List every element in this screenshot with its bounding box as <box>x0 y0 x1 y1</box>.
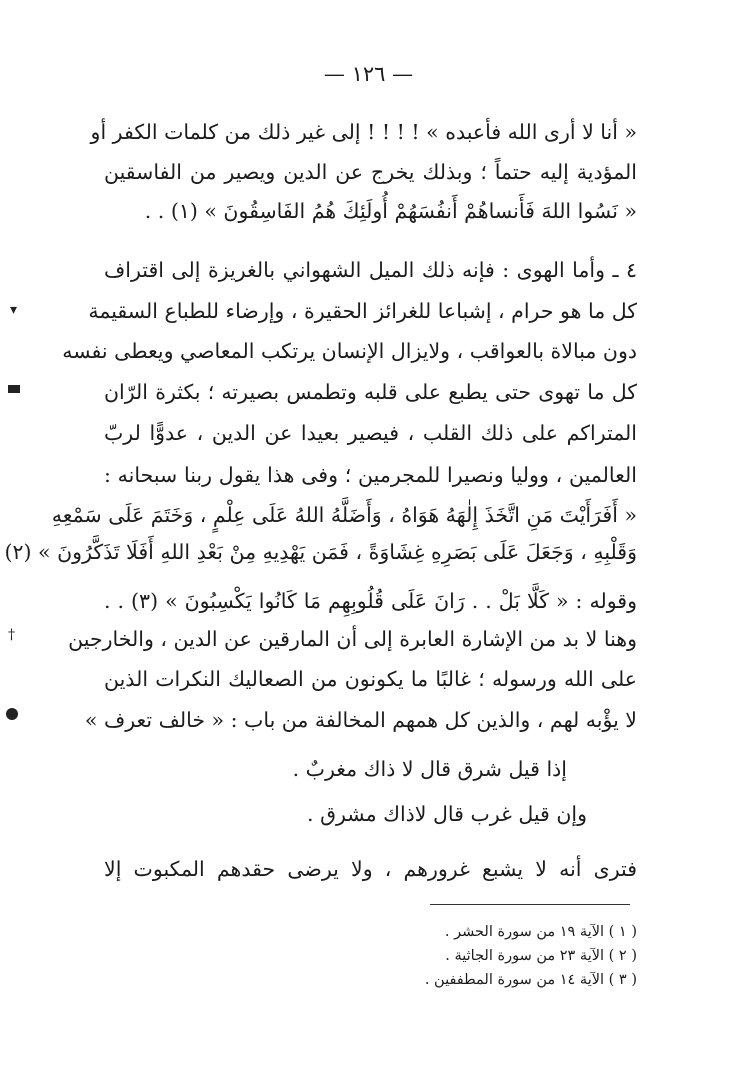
text-line-1: « أنا لا أرى الله فأعبده » ! ! ! ! إلى غير ذلك من كلمات الكفر أو <box>90 120 637 144</box>
margin-mark-3: † <box>8 627 15 643</box>
text-line-8: المتراكم على ذلك القلب ، فيصير بعيدا عن الدين ، عدوًّا لربّ <box>104 421 637 445</box>
quran-line-2: وَقَلْبِهِ ، وَجَعَلَ عَلَى بَصَرِهِ غِشَاوَةً ، فَمَن يَهْدِيهِ مِنْ بَعْدِ اللهِ أَفَلَا تَذَكَّرُونَ » (٢) <box>4 540 637 564</box>
text-line-15: لا يؤْبه لهم ، والذين كل همهم المخالفة من باب : « خالف تعرف » <box>84 708 637 732</box>
text-line-last: فترى أنه لا يشبع غرورهم ، ولا يرضى حقدهم المكبوت إلا <box>104 857 637 881</box>
text-line-7: كل ما تهوى حتى يطبع على قلبه وتطمس بصيرته ؛ بكثرة الرّان <box>104 380 637 404</box>
margin-mark-2 <box>8 385 20 393</box>
page-number: — ١٢٦ — <box>323 62 414 86</box>
footnote-1: ( ١ ) الآية ١٩ من سورة الحشر . <box>444 924 637 940</box>
text-line-12: وقوله : « كَلَّا بَلْ . . رَانَ عَلَى قُلُوبِهِم مَا كَانُوا يَكْسِبُونَ » (٣) . . <box>104 589 637 613</box>
poetry-verse-2: وإن قيل غرب قال لاذاك مشرق . <box>307 802 587 826</box>
margin-mark-4 <box>6 708 18 720</box>
footnote-2: ( ٢ ) الآية ٢٣ من سورة الجاثية . <box>445 948 637 964</box>
text-line-4: ٤ ـ وأما الهوى : فإنه ذلك الميل الشهواني بالغريزة إلى اقتراف <box>104 258 637 282</box>
text-line-3: « نَسُوا اللهَ فَأَنساهُمْ أَنفُسَهُمْ أُولَئِكَ هُمُ الفَاسِقُونَ » (١) . . <box>144 199 637 223</box>
footnote-divider <box>430 904 630 905</box>
text-line-13: وهنا لا بد من الإشارة العابرة إلى أن المارقين عن الدين ، والخارجين <box>68 627 637 651</box>
text-line-5: كل ما هو حرام ، إشباعا للغرائز الحقيرة ، وإرضاء للطباع السقيمة <box>88 299 637 323</box>
text-line-2: المؤدية إليه حتماً ؛ وبذلك يخرج عن الدين ويصير من الفاسقين <box>104 160 637 184</box>
text-line-9: العالمين ، ووليا ونصيرا للمجرمين ؛ وفى هذا يقول ربنا سبحانه : <box>104 463 637 487</box>
text-line-6: دون مبالاة بالعواقب ، ولايزال الإنسان يرتكب المعاصي ويعطى نفسه <box>62 339 637 363</box>
text-line-14: على الله ورسوله ؛ غالبًا ما يكونون من الصعاليك النكرات الذين <box>104 667 637 691</box>
poetry-verse-1: إذا قيل شرق قال لا ذاك مغربٌ . <box>292 757 567 781</box>
footnote-3: ( ٣ ) الآية ١٤ من سورة المطففين . <box>424 972 637 988</box>
margin-mark-1: ▾ <box>10 302 18 318</box>
quran-line-1: « أَفَرَأَيْتَ مَنِ اتَّخَذَ إِلٰهَهُ هَوَاهُ ، وَأَضَلَّهُ اللهُ عَلَى عِلْمٍ ، وَخَتَمَ عَلَى سَمْعِهِ <box>51 503 637 527</box>
